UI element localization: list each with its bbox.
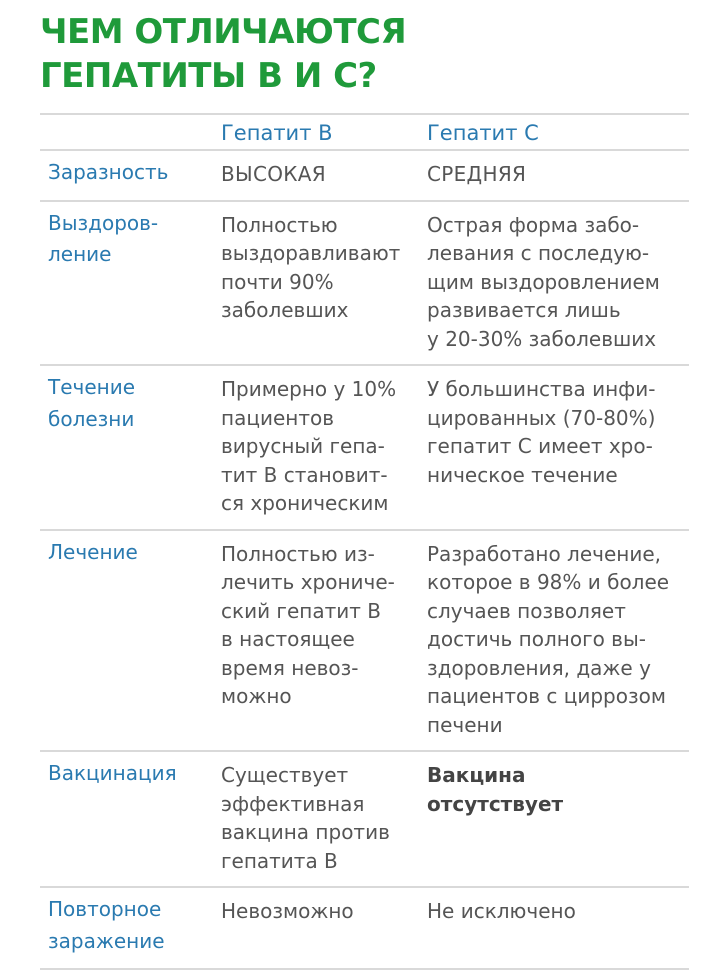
table-row-disease-course	[40, 365, 689, 530]
row-label-line: Лечение	[48, 539, 138, 564]
header-hepatitis-c: Гепатит С	[417, 114, 689, 150]
row-label	[40, 887, 214, 969]
comparison-table	[40, 113, 689, 970]
cell-line: почти 90%	[221, 269, 334, 294]
cell-line: левания с последую-	[427, 241, 650, 265]
cell-line: У большинства инфи-	[427, 377, 656, 401]
row-label	[40, 751, 214, 887]
cell-line: развивается лишь	[427, 298, 621, 322]
cell-line: вирусный гепа-	[221, 434, 385, 458]
cell-line: тит В становит-	[221, 462, 388, 487]
hepatitis-c-cell	[417, 887, 689, 969]
row-label-line: ление	[48, 242, 112, 266]
hepatitis-c-cell	[417, 751, 689, 887]
cell-line: пациентов с циррозом	[427, 684, 666, 708]
cell-line: гепатита В	[221, 848, 338, 873]
row-label	[40, 365, 214, 530]
row-label-line: болезни	[48, 406, 135, 431]
table-row-treatment	[40, 530, 689, 752]
table-row-recovery	[40, 201, 689, 366]
cell-line: достичь полного вы-	[427, 627, 646, 651]
cell-line: ВЫСОКАЯ	[221, 162, 326, 186]
cell-line: печени	[427, 712, 503, 737]
cell-line: гепатит С имеет хро-	[427, 434, 653, 458]
cell-line: пациентов	[221, 405, 334, 430]
cell-line: Примерно у 10%	[221, 377, 397, 401]
cell-line: в настоящее	[221, 627, 355, 651]
page-title	[40, 10, 406, 98]
hepatitis-b-cell	[214, 751, 417, 887]
table-row-contagiousness	[40, 150, 689, 201]
cell-line: ский гепатит В	[221, 598, 381, 623]
row-label-line: Выздоров-	[48, 210, 159, 235]
hepatitis-b-cell	[214, 201, 417, 366]
cell-line: у 20-30% заболевших	[427, 326, 657, 351]
cell-line: Полностью	[221, 212, 338, 237]
header-empty-cell	[40, 114, 214, 150]
cell-line: выздоравливают	[221, 241, 401, 265]
table-row-vaccination	[40, 751, 689, 887]
page-title-line-1: ЧЕМ ОТЛИЧАЮТСЯ	[40, 12, 407, 52]
hepatitis-b-cell	[214, 530, 417, 752]
hepatitis-c-cell	[417, 530, 689, 752]
cell-line: Вакцина	[427, 763, 526, 787]
hepatitis-c-cell	[417, 365, 689, 530]
row-label	[40, 530, 214, 752]
cell-line: Острая форма забо-	[427, 212, 640, 237]
header-hepatitis-b: Гепатит В	[214, 114, 417, 150]
cell-line: Не исключено	[427, 899, 576, 923]
row-label-line: Повторное	[48, 897, 162, 921]
cell-line: Существует	[221, 763, 349, 787]
cell-line: щим выздоровлением	[427, 269, 660, 294]
hepatitis-c-cell	[417, 150, 689, 201]
cell-line: вакцина против	[221, 820, 390, 844]
row-label-line: Заразность	[48, 160, 169, 184]
row-label-line: заражение	[48, 928, 165, 953]
cell-line: отсутствует	[427, 791, 564, 816]
cell-line: эффективная	[221, 791, 365, 816]
hepatitis-b-cell	[214, 365, 417, 530]
table-row-reinfection	[40, 887, 689, 969]
row-label	[40, 150, 214, 201]
cell-line: здоровления, даже у	[427, 655, 651, 680]
hepatitis-b-cell	[214, 150, 417, 201]
page-title-line-2: ГЕПАТИТЫ В И С?	[40, 56, 377, 96]
hepatitis-b-cell	[214, 887, 417, 969]
cell-line: ническое течение	[427, 462, 618, 487]
row-label-line: Вакцинация	[48, 761, 177, 785]
table-header-row	[40, 114, 689, 150]
cell-line: которое в 98% и более	[427, 570, 670, 594]
cell-line: Разработано лечение,	[427, 541, 661, 566]
cell-line: ся хроническим	[221, 491, 389, 515]
cell-line: можно	[221, 684, 292, 708]
row-label	[40, 201, 214, 366]
cell-line: лечить хрониче-	[221, 570, 395, 594]
cell-line: цированных (70-80%)	[427, 405, 656, 430]
cell-line: время невоз-	[221, 655, 359, 680]
cell-line: СРЕДНЯЯ	[427, 162, 527, 186]
cell-line: заболевших	[221, 298, 349, 322]
row-label-line: Течение	[48, 375, 136, 399]
cell-line: Невозможно	[221, 899, 354, 923]
cell-line: Полностью из-	[221, 541, 375, 566]
hepatitis-c-cell	[417, 201, 689, 366]
cell-line: случаев позволяет	[427, 598, 626, 623]
